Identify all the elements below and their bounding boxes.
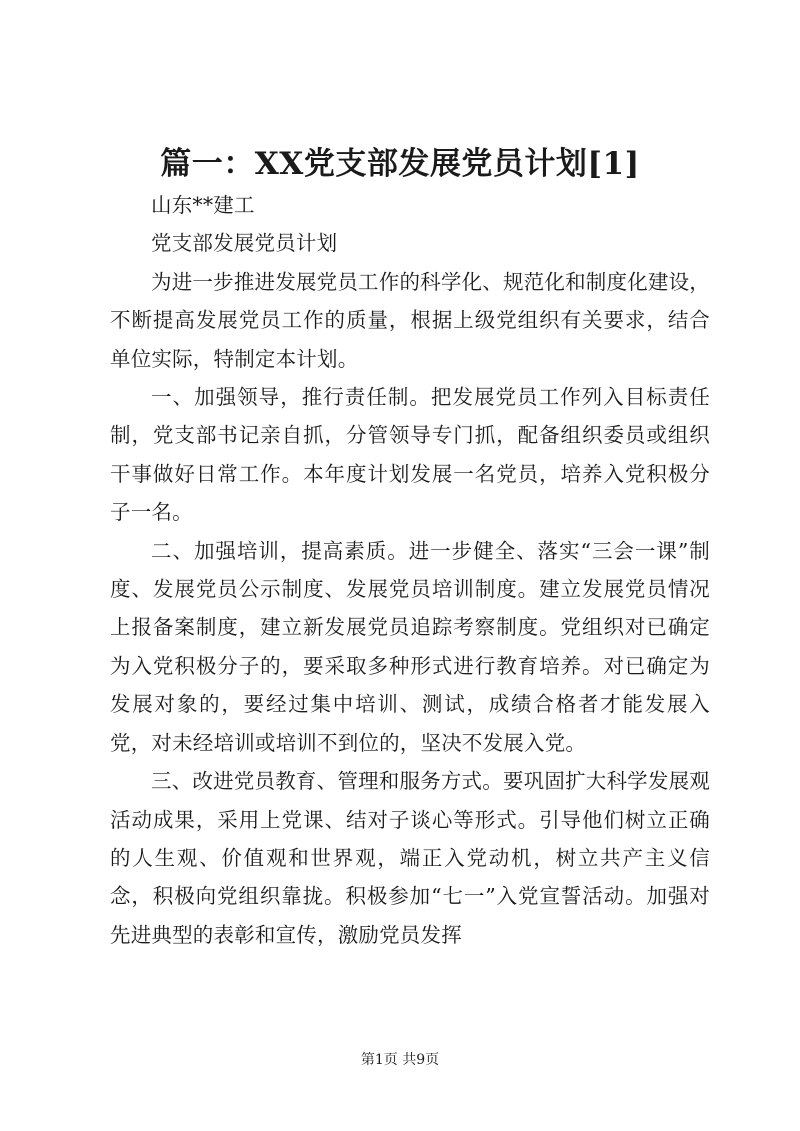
paragraph-section-2: 二、加强培训，提高素质。进一步健全、落实“三会一课”制度、发展党员公示制度、发展党员培训制度。建立发展党员情况上报备案制度，建立新发展党员追踪考察制度。党组织对已确定为入党积极分子的，要采取多种形式进行教育培养。对已确定为发展对象的，要经过集中培训、测试，成绩合格者才能发展入党，对未经培训或培训不到位的，坚决不发展入党。: [110, 538, 710, 755]
document-body: [110, 186, 710, 954]
paragraph-subtitle: 党支部发展党员计划: [151, 231, 338, 256]
paragraph-section-3: 三、改进党员教育、管理和服务方式。要巩固扩大科学发展观活动成果，采用上党课、结对子谈心等形式。引导他们树立正确的人生观、价值观和世界观，端正入党动机，树立共产主义信念，积极向党组织靠拢。积极参加“七一”入党宣誓活动。加强对先进典型的表彰和宣传，激励党员发挥: [110, 769, 710, 947]
paragraph-section-1: 一、加强领导，推行责任制。把发展党员工作列入目标责任制，党支部书记亲自抓，分管领导专门抓，配备组织委员或组织干事做好日常工作。本年度计划发展一名党员，培养入党积极分子一名。: [110, 385, 710, 525]
paragraph-organization: 山东**建工: [151, 193, 255, 217]
paragraph-intro: 为进一步推进发展党员工作的科学化、规范化和制度化建设，不断提高发展党员工作的质量，根据上级党组织有关要求，结合单位实际，特制定本计划。: [110, 269, 710, 371]
page-number-footer: 第1页 共9页: [360, 1052, 440, 1068]
document-title: 篇一：XX党支部发展党员计划[1]: [160, 146, 640, 182]
